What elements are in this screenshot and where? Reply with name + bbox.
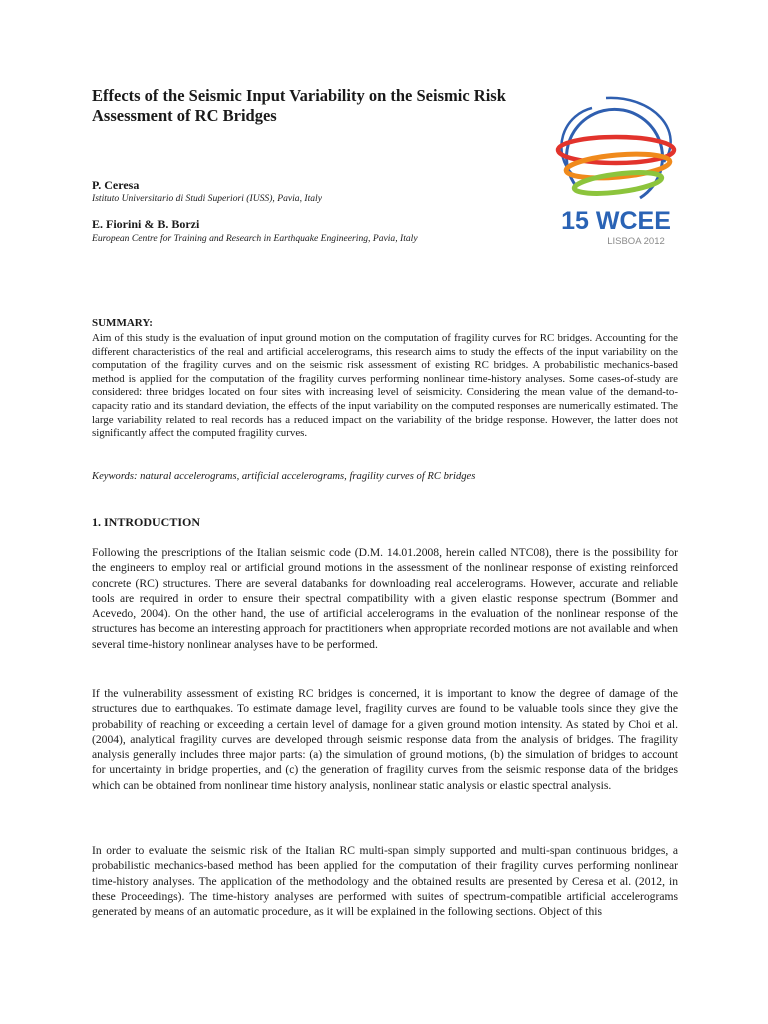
logo-main-text: 15 WCEE: [561, 207, 671, 235]
author-1-name: P. Ceresa: [92, 178, 140, 192]
summary-heading: SUMMARY:: [92, 317, 153, 329]
logo-sub-text: LISBOA 2012: [607, 236, 665, 247]
paper-title: Effects of the Seismic Input Variability on the Seismic Risk Assessment of RC Bridges: [92, 86, 506, 125]
keywords: Keywords: natural accelerograms, artificial accelerograms, fragility curves of RC bridges: [92, 471, 476, 482]
author-2-affiliation: European Centre for Training and Research in Earthquake Engineering, Pavia, Italy: [92, 233, 418, 244]
intro-paragraph-3: In order to evaluate the seismic risk of the Italian RC multi-span simply supported and multi-span continuous bridges, a probabilistic mechanics-based method has been applied for the computation of their fragility curves performing nonlinear time-history analyses. The application of the methodology and the obtained results are presented by Ceresa et al. (2012, in these Proceedings). The time-history analyses are performed with suites of spectrum-compatible artificial accelerograms generated by means of an automatic procedure, as it will be explained in the following sections. Object of this: [92, 844, 678, 919]
summary-text: Aim of this study is the evaluation of input ground motion on the computation of fragility curves for RC bridges. Accounting for the different characteristics of the real and artificial accelerograms, this research aims to study the effects of the input variability on the computation of the fragility curves and on the seismic risk assessment of existing RC bridges. A probabilistic mechanics-based method is applied for the computation of the fragility curves performing nonlinear time-history analyses. Some cases-of-study are considered: three bridges located on four sites with increasing level of seismicity. Considering the mean value of the demand-to-capacity ratio and its standard deviation, the effects of the input variability on the computed responses are numerically estimated. The large variability related to real records has a reduced impact on the variability of the bridge response. However, the latter does not significantly affect the computed fragility curves.: [92, 332, 678, 440]
wcee-logo: [536, 78, 696, 254]
intro-paragraph-2: If the vulnerability assessment of existing RC bridges is concerned, it is important to know the degree of damage of the structures due to earthquakes. To estimate damage level, fragility curves are found to be valuable tools since they give the probability of reaching or exceeding a certain level of damage for a given ground motion intensity. As stated by Choi et al. (2004), analytical fragility curves are developed through seismic response data from the analysis of bridges. The fragility analysis generally includes three major parts: (a) the simulation of ground motions, (b) the simulation of bridges to account for uncertainty in bridge properties, and (c) the generation of fragility curves from the seismic response data of the bridges which can be obtained from nonlinear time history analysis, nonlinear static analysis or elastic spectral analysis.: [92, 687, 678, 792]
section-heading-introduction: 1. INTRODUCTION: [92, 515, 201, 529]
author-2-name: E. Fiorini & B. Borzi: [92, 217, 200, 231]
author-1-affiliation: Istituto Universitario di Studi Superiori (IUSS), Pavia, Italy: [92, 193, 322, 204]
intro-paragraph-1: Following the prescriptions of the Italian seismic code (D.M. 14.01.2008, herein called NTC08), there is the possibility for the engineers to employ real or artificial ground motions in the assessment of the nonlinear response of existing reinforced concrete (RC) structures. There are several databanks for downloading real accelerograms. However, accurate and reliable tools are required in order to ensure their spectral compatibility with a given elastic response spectrum (Bommer and Acevedo, 2004). On the other hand, the use of artificial accelerograms in the evaluation of the nonlinear response of the structures has become an interesting approach for practitioners when appropriate recorded motions are not available and when several time-history nonlinear analyses have to be performed.: [92, 546, 678, 651]
wcee-globe-icon: [558, 98, 674, 198]
